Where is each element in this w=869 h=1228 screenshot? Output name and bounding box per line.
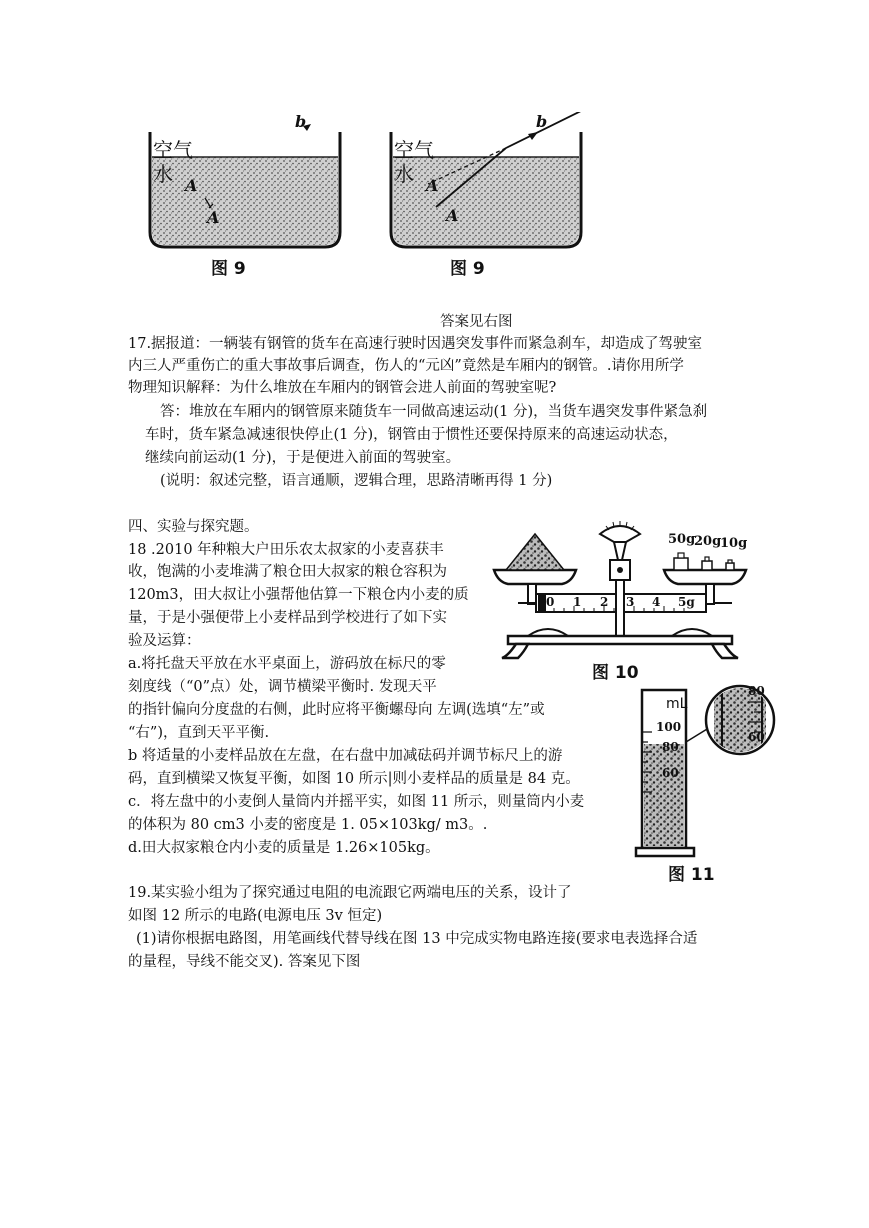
figure-9-left <box>145 112 355 282</box>
label-b: b <box>295 112 307 131</box>
q17-note: (说明：叙述完整，语言通顺，逻辑合理，思路清晰再得 1 分) <box>160 473 553 489</box>
q17-answer3: 继续向前运动(1 分)，于是便进入前面的驾驶室。 <box>145 450 461 466</box>
zoom-tick-60: 60 <box>748 730 765 744</box>
q18-line5: 验及运算： <box>128 633 201 649</box>
q18-line2: 收，饱满的小麦堆满了粮仓田大叔家的粮仓容积为 <box>128 564 447 580</box>
q19-line2: 如图 12 所示的电路(电源电压 3v 恒定) <box>128 908 383 924</box>
scale-tick-3: 3 <box>626 595 635 609</box>
label-a-virtual: A <box>426 176 439 195</box>
q18-c-line2: 的体积为 80 cm3 小麦的密度是 1. 05×103kg/ m3。. <box>128 817 488 833</box>
scale-tick-5g: 5g <box>678 595 695 609</box>
scale-tick-1: 1 <box>573 595 582 609</box>
weight-label-20g: 20g <box>694 534 722 549</box>
q18-b-line1: b 将适量的小麦样品放在左盘，在右盘中加减砝码并调节标尺上的游 <box>128 748 563 764</box>
scale-tick-2: 2 <box>600 595 609 609</box>
cylinder-tick-60: 60 <box>662 766 679 780</box>
q19-line4: 的量程，导线不能交叉). 答案见下图 <box>128 954 361 970</box>
cylinder-tick-100: 100 <box>656 720 682 734</box>
figure-9-right <box>388 112 608 282</box>
section-heading: 四、实验与探究题。 <box>128 519 259 535</box>
answer-note: 答案见右图 <box>440 314 513 330</box>
label-b: b <box>536 112 548 131</box>
figure-10-balance <box>488 512 758 682</box>
figure-11-cylinder <box>628 680 778 885</box>
figure-caption: 图 9 <box>211 259 246 279</box>
q19-line3: (1)请你根据电路图，用笔画线代替导线在图 13 中完成实物电路连接(要求电表选择合适 <box>136 931 698 947</box>
label-air: 空气 <box>153 138 193 162</box>
scale-tick-0: 0 <box>546 595 555 609</box>
q17-answer1: 答：堆放在车厢内的钢管原来随货车一同做高速运动(1 分)，当货车遇突发事件紧急刹 <box>160 404 708 420</box>
q18-line3: 120m3，田大叔让小强帮他估算一下粮仓内小麦的质 <box>128 587 469 603</box>
q19-line1: 19.某实验小组为了探究通过电阻的电流跟它两端电压的关系，设计了 <box>128 885 572 901</box>
label-a-virtual: A <box>185 176 198 195</box>
label-a-real: A <box>207 208 220 227</box>
figure-caption: 图 10 <box>592 663 639 683</box>
label-water: 水 <box>153 162 173 186</box>
weight-label-50g: 50g <box>668 532 696 547</box>
label-air: 空气 <box>394 138 434 162</box>
label-water: 水 <box>394 162 414 186</box>
cylinder-unit: mL <box>666 696 688 712</box>
q18-a-line3: 的指针偏向分度盘的右侧，此时应将平衡螺母向 左调(选填“左”或 <box>128 702 545 718</box>
q17-line1: 17.据报道：一辆装有钢管的货车在高速行驶时因遇突发事件而紧急刹车，却造成了驾驶室 <box>128 336 703 352</box>
q17-answer2: 车时，货车紧急减速很快停止(1 分)，钢管由于惯性还要保持原来的高速运动状态， <box>145 427 678 443</box>
cylinder-tick-80: 80 <box>662 740 679 754</box>
weight-label-10g: 10g <box>720 536 748 551</box>
zoom-tick-80: 80 <box>748 684 765 698</box>
q18-a-line1: a.将托盘天平放在水平桌面上，游码放在标尺的零 <box>128 656 446 672</box>
figure-caption: 图 11 <box>668 865 715 885</box>
q18-line4: 量，于是小强便带上小麦样品到学校进行了如下实 <box>128 610 447 626</box>
q18-line1: 18 .2010 年种粮大户田乐农太叔家的小麦喜获丰 <box>128 542 444 558</box>
q17-line2: 内三人严重伤亡的重大事故事后调查，伤人的“元凶”竟然是车厢内的钢管。.请你用所学 <box>128 358 684 374</box>
q18-a-line4: “右”)，直到天平平衡. <box>128 725 270 741</box>
figure-caption: 图 9 <box>450 259 485 279</box>
cylinder-diagram <box>628 680 778 880</box>
q17-line3: 物理知识解释：为什么堆放在车厢内的钢管会进人前面的驾驶室呢? <box>128 380 557 396</box>
label-a-real: A <box>446 206 459 225</box>
q18-c-line1: c．将左盘中的小麦倒人量筒内并摇平实，如图 11 所示，则量筒内小麦 <box>128 794 585 810</box>
q18-b-line2: 码，直到横梁又恢复平衡，如图 10 所示|则小麦样品的质量是 84 克。 <box>128 771 580 787</box>
q18-d-line: d.田大叔家粮仓内小麦的质量是 1.26×105kg。 <box>128 840 440 856</box>
scale-tick-4: 4 <box>652 595 661 609</box>
q18-a-line2: 刻度线（“0”点）处，调节横梁平衡时. 发现天平 <box>128 679 437 695</box>
